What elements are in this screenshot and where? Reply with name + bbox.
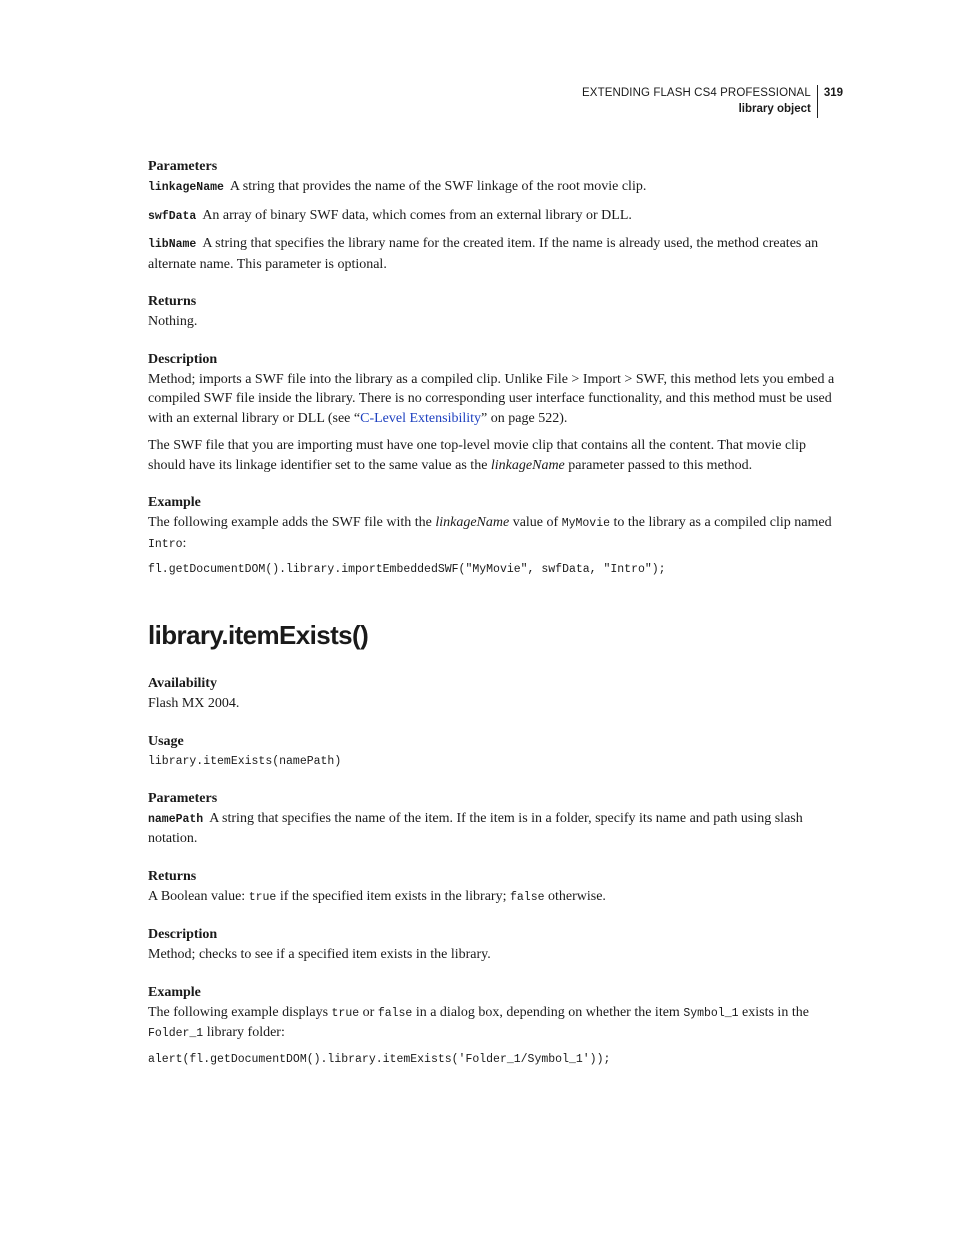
- code-example: fl.getDocumentDOM().library.importEmbeddedSWF("MyMovie", swfData, "Intro");: [148, 563, 666, 576]
- text-run: in a dialog box, depending on whether the item: [412, 1004, 684, 1020]
- text-run: value of: [509, 515, 562, 530]
- inline-code: true: [248, 890, 277, 904]
- param-description: A string that specifies the name of the item. If the item is in a folder, specify its name and path using slash notation.: [148, 810, 803, 846]
- param-description: A string that provides the name of the SWF linkage of the root movie clip.: [229, 179, 647, 194]
- usage-code: library.itemExists(namePath): [148, 754, 342, 768]
- example-paragraph: [148, 1003, 840, 1044]
- running-header: [582, 85, 818, 118]
- text-run: :: [182, 535, 187, 551]
- text-run: to the library as a compiled clip named: [610, 515, 832, 530]
- text-run: The SWF file that you are importing must have one top-level movie clip that contains all the content. That movie clip should have its linkage identifier set to the same value as the: [148, 438, 806, 473]
- text-run: Method; imports a SWF file into the library as a compiled clip. Unlike File > Import > SWF, this method lets you embed a compiled SWF file inside the library. There is no corresponding user interface functionality, and this method must be used with an external library or DLL (see “: [148, 371, 835, 426]
- page-number: 319: [823, 87, 843, 99]
- inline-code: false: [509, 890, 545, 904]
- text-run: The following example displays: [148, 1004, 332, 1020]
- text-run: parameter passed to this method.: [564, 457, 753, 473]
- text-run: if the specified item exists in the library;: [276, 888, 510, 904]
- parameters-heading: Parameters: [148, 790, 218, 806]
- example-paragraph: [148, 513, 840, 554]
- description-heading: Description: [148, 927, 218, 942]
- inline-code: Symbol_1: [683, 1006, 739, 1020]
- description-text: Method; checks to see if a specified item exists in the library.: [148, 947, 491, 962]
- param-name: namePath: [148, 812, 204, 826]
- inline-code: Folder_1: [148, 1027, 204, 1040]
- text-run: A Boolean value:: [148, 888, 249, 904]
- description-paragraph: [148, 436, 840, 475]
- text-run: otherwise.: [544, 888, 606, 904]
- availability-text: Flash MX 2004.: [148, 696, 240, 711]
- param-name: swfData: [148, 209, 197, 223]
- text-run: library folder:: [203, 1025, 285, 1040]
- inline-code: Intro: [148, 537, 183, 551]
- page-header: [582, 85, 843, 118]
- returns-heading: Returns: [148, 868, 197, 884]
- returns-text: [148, 887, 840, 908]
- c-level-extensibility-link[interactable]: C-Level Extensibility: [360, 410, 482, 426]
- text-run: or: [359, 1004, 378, 1020]
- example-heading: Example: [148, 984, 201, 1000]
- method-title: library.itemExists(): [148, 620, 369, 650]
- returns-text: Nothing.: [148, 314, 198, 329]
- param-name: libName: [148, 238, 197, 251]
- page-content: [148, 157, 840, 1068]
- param-linkagename: [148, 177, 840, 198]
- param-libname: [148, 234, 840, 274]
- param-name: linkageName: [148, 181, 224, 194]
- description-paragraph: [148, 370, 840, 429]
- description-heading: Description: [148, 351, 218, 367]
- chapter-title: library object: [738, 103, 811, 115]
- parameters-heading: Parameters: [148, 159, 218, 174]
- param-namepath: [148, 809, 840, 849]
- emphasis: linkageName: [490, 457, 565, 473]
- param-description: A string that specifies the library name for the created item. If the name is already used, the method creates an alternate name. This parameter is optional.: [148, 236, 819, 272]
- availability-heading: Availability: [148, 676, 217, 691]
- text-run: ” on page 522).: [481, 410, 568, 426]
- usage-heading: Usage: [148, 733, 184, 749]
- param-description: An array of binary SWF data, which comes from an external library or DLL.: [202, 207, 632, 223]
- inline-code: MyMovie: [561, 517, 610, 530]
- text-run: The following example adds the SWF file with the: [148, 515, 436, 530]
- code-example: alert(fl.getDocumentDOM().library.itemExists('Folder_1/Symbol_1'));: [148, 1052, 611, 1066]
- text-run: exists in the: [738, 1004, 809, 1020]
- param-swfdata: [148, 206, 840, 227]
- book-title: EXTENDING FLASH CS4 PROFESSIONAL: [582, 87, 811, 99]
- inline-code: true: [331, 1006, 360, 1020]
- emphasis: linkageName: [435, 515, 510, 530]
- example-heading: Example: [148, 495, 201, 510]
- inline-code: false: [377, 1006, 413, 1020]
- returns-heading: Returns: [148, 294, 197, 309]
